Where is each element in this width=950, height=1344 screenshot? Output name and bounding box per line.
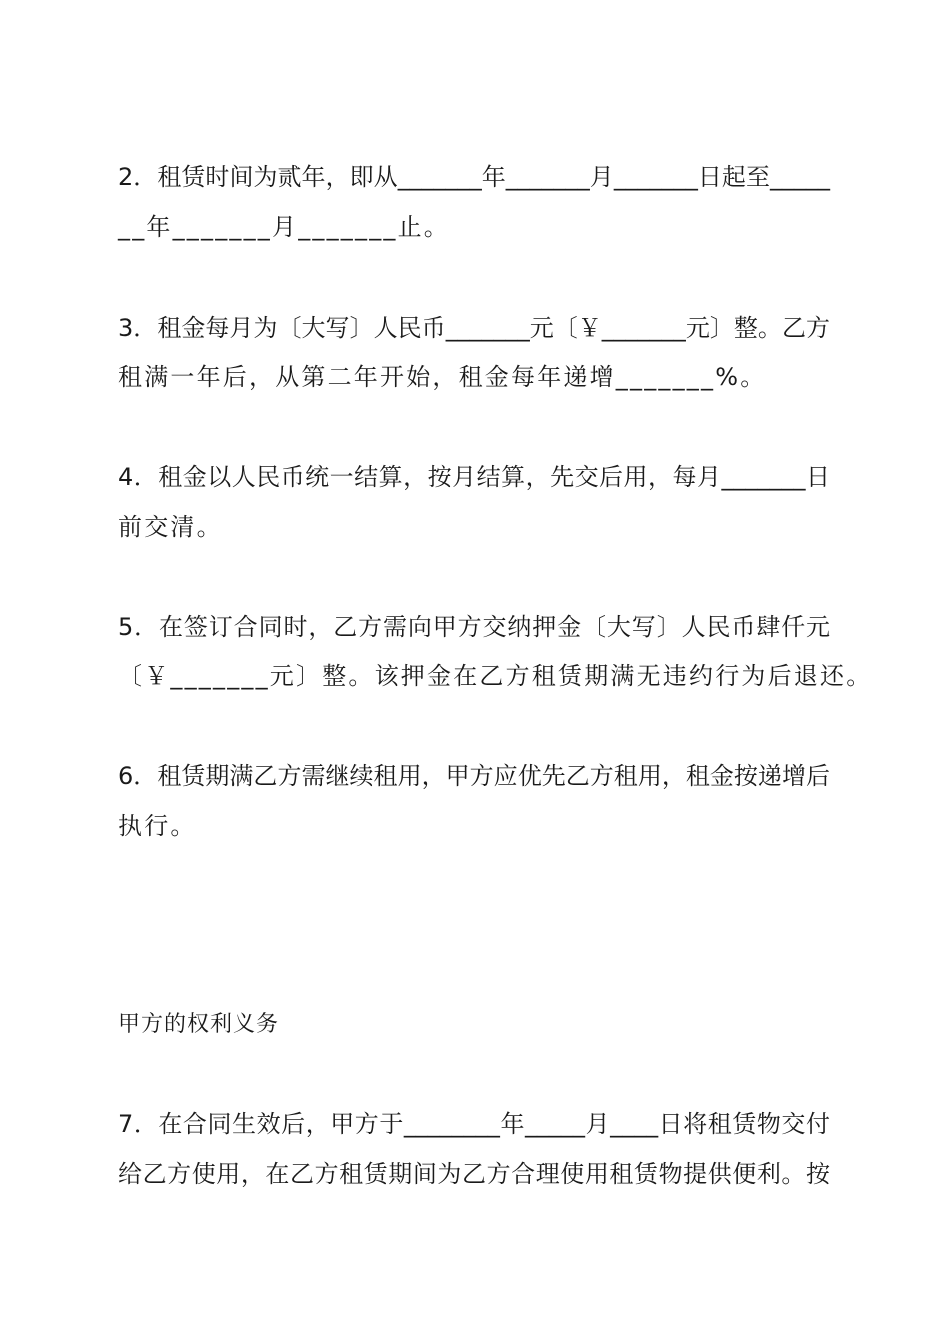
section-heading: 甲方的权利义务 <box>118 1012 280 1037</box>
clause-6-line-1: 6．租赁期满乙方需继续租用，甲方应优先乙方租用，租金按递增后 <box>118 762 830 790</box>
clause-2-line-1: 2．租赁时间为贰年，即从_______年_______月_______日起至_____ <box>118 163 830 191</box>
clause-7-line-2: 给乙方使用，在乙方租赁期间为乙方合理使用租赁物提供便利。按 <box>118 1160 830 1188</box>
clause-7-line-1: 7．在合同生效后，甲方于________年_____月____日将租赁物交付 <box>118 1110 830 1138</box>
clause-5-line-1: 5．在签订合同时，乙方需向甲方交纳押金〔大写〕人民币肆仟元 <box>118 613 830 641</box>
clause-3-line-1: 3．租金每月为〔大写〕人民币_______元〔￥_______元〕整。乙方 <box>118 314 830 342</box>
clause-6-line-2: 执行。 <box>118 812 197 840</box>
clause-4-line-2: 前交清。 <box>118 513 223 541</box>
clause-5-line-2: 〔￥_______元〕整。该押金在乙方租赁期满无违约行为后退还。 <box>118 662 873 690</box>
clause-3-line-2: 租满一年后，从第二年开始，租金每年递增_______%。 <box>118 363 767 391</box>
clause-4-line-1: 4．租金以人民币统一结算，按月结算，先交后用，每月_______日 <box>118 463 830 491</box>
clause-2-line-2: __年_______月_______止。 <box>118 213 450 241</box>
